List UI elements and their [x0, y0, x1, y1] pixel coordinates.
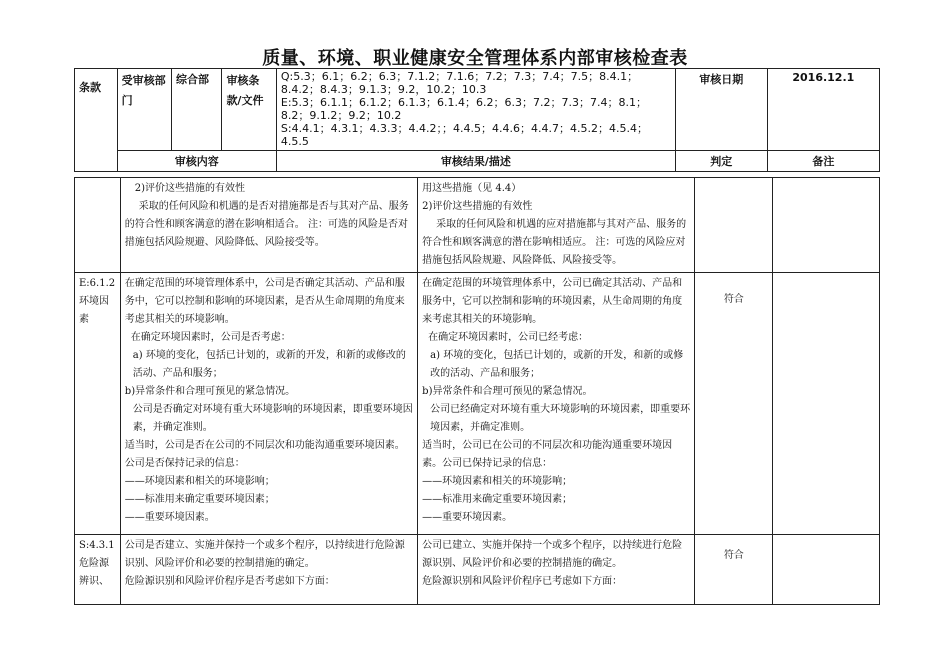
page-title: 质量、环境、职业健康安全管理体系内部审核检查表 [262, 48, 688, 69]
content-line: b)异常条件和合理可预见的紧急情况。 [124, 386, 296, 397]
clause-line: 8.2；9.1.2；9.2；10.2 [280, 109, 402, 122]
result-line: 公司已经确定对环境有重大环境影响的环境因素，即重要环境因素，并确定准则。 [430, 404, 691, 433]
content-line: 危险源识别和风险评价程序是否考虑如下方面： [124, 576, 335, 587]
audit-date-value: 2016.12.1 [767, 69, 879, 151]
audit-date-label: 审核日期 [675, 69, 767, 151]
clause-file-label: 审核条款/文件 [222, 69, 276, 151]
col-header-judge: 判定 [675, 151, 767, 172]
result-line: a) 环境的变化，包括已计划的，或新的开发，和新的或修改的活动、产品和服务； [430, 350, 684, 379]
clause-line: Q:5.3；6.1；6.2；6.3；7.1.2；7.1.6；7.2；7.3；7.4；7.5；8.4.1； [280, 70, 639, 83]
result-line: 用这些措施（见 4.4） [422, 183, 522, 194]
remark-cell [773, 273, 880, 535]
col-header-content: 审核内容 [117, 151, 276, 172]
result-line: 公司已建立、实施并保持一个或多个程序，以持续进行危险源识别、风险评价和必要的控制措施的确定。 [422, 540, 683, 569]
content-line: 在确定环境因素时，公司是否考虑： [130, 332, 291, 343]
result-line: ——标准用来确定重要环境因素； [422, 494, 573, 505]
content-line: 采取的任何风险和机遇的是否对措施都是否与其对产品、服务的符合性和顾客满意的潜在影响相适合。 注：可选的风险是否对措施包括风险规避、风险降低、风险接受等。 [124, 201, 409, 248]
table-row [75, 178, 880, 273]
col-header-result: 审核结果/描述 [276, 151, 675, 172]
result-cell [418, 178, 695, 273]
result-line: 危险源识别和风险评价程序已考虑如下方面： [422, 576, 623, 587]
result-line: ——重要环境因素。 [422, 512, 513, 523]
content-line: 公司是否保持记录的信息： [124, 458, 245, 469]
result-line: 在确定范围的环境管理体系中，公司已确定其活动、产品和服务中，它可以控制和影响的环境因素，从生命周期的角度来考虑其相关的环境影响。 [422, 278, 683, 325]
judgement-cell [695, 178, 773, 273]
content-line: 2)评价这些措施的有效性 [134, 183, 246, 194]
table-row [75, 535, 880, 605]
clause-cell: S:4.3.1 危险源辨识、 [75, 535, 121, 605]
clause-line: 4.5.5 [280, 135, 309, 148]
remark-cell [773, 178, 880, 273]
table-row [75, 273, 880, 535]
result-line: 适当时，公司已在公司的不同层次和功能沟通重要环境因素。公司已保持记录的信息： [422, 440, 673, 469]
content-line: 适当时，公司是否在公司的不同层次和功能沟通重要环境因素。 [124, 440, 405, 451]
result-line: ——环境因素和相关的环境影响； [422, 476, 573, 487]
result-line: 在确定环境因素时，公司已经考虑： [428, 332, 589, 343]
judgement-cell: 符合 [695, 535, 773, 605]
clause-line: E:5.3；6.1.1；6.1.2；6.1.3；6.1.4；6.2；6.3；7.2；7.3；7.4；8.1； [280, 96, 647, 109]
content-line: 公司是否建立、实施并保持一个或多个程序，以持续进行危险源识别、风险评价和必要的控制措施的确定。 [124, 540, 405, 569]
col-header-remark: 备注 [767, 151, 879, 172]
clause-line: S:4.4.1；4.3.1；4.3.3；4.4.2；；4.4.5；4.4.6；4.4.7；4.5.2；4.5.4； [280, 122, 648, 135]
content-line: 公司是否确定对环境有重大环境影响的环境因素，即重要环境因素，并确定准则。 [132, 404, 413, 433]
result-line: b)异常条件和合理可预见的紧急情况。 [422, 386, 593, 397]
clause-cell: E:6.1.2 环境因素 [75, 273, 121, 535]
result-line: 采取的任何风险和机遇的应对措施都与其对产品、服务的符合性和顾客满意的潜在影响相适应。 注：可选的风险应对措施包括风险规避、风险降低、风险接受等。 [422, 219, 687, 266]
content-cell [120, 535, 417, 605]
result-line: 2)评价这些措施的有效性 [422, 201, 533, 212]
result-cell [418, 273, 695, 535]
header-table [74, 68, 880, 172]
clause-line: 8.4.2；8.4.3；9.1.3；9.2，10.2；10.3 [280, 83, 487, 96]
content-line: ——环境因素和相关的环境影响； [124, 476, 275, 487]
content-cell [120, 178, 417, 273]
judgement-cell: 符合 [695, 273, 773, 535]
clause-list [276, 69, 675, 151]
remark-cell [773, 535, 880, 605]
audited-dept-value: 综合部 [171, 69, 221, 151]
clause-header: 条款 [75, 69, 118, 172]
content-line: ——标准用来确定重要环境因素； [124, 494, 275, 505]
content-cell [120, 273, 417, 535]
audited-dept-label: 受审核部门 [117, 69, 171, 151]
audit-body-table [74, 177, 880, 605]
content-line: ——重要环境因素。 [124, 512, 215, 523]
content-line: 在确定范围的环境管理体系中，公司是否确定其活动、产品和服务中，它可以控制和影响的环境因素，是否从生命周期的角度来考虑其相关的环境影响。 [124, 278, 405, 325]
content-line: a) 环境的变化，包括已计划的，或新的开发，和新的或修改的活动、产品和服务； [132, 350, 406, 379]
clause-cell [75, 178, 121, 273]
result-cell [418, 535, 695, 605]
